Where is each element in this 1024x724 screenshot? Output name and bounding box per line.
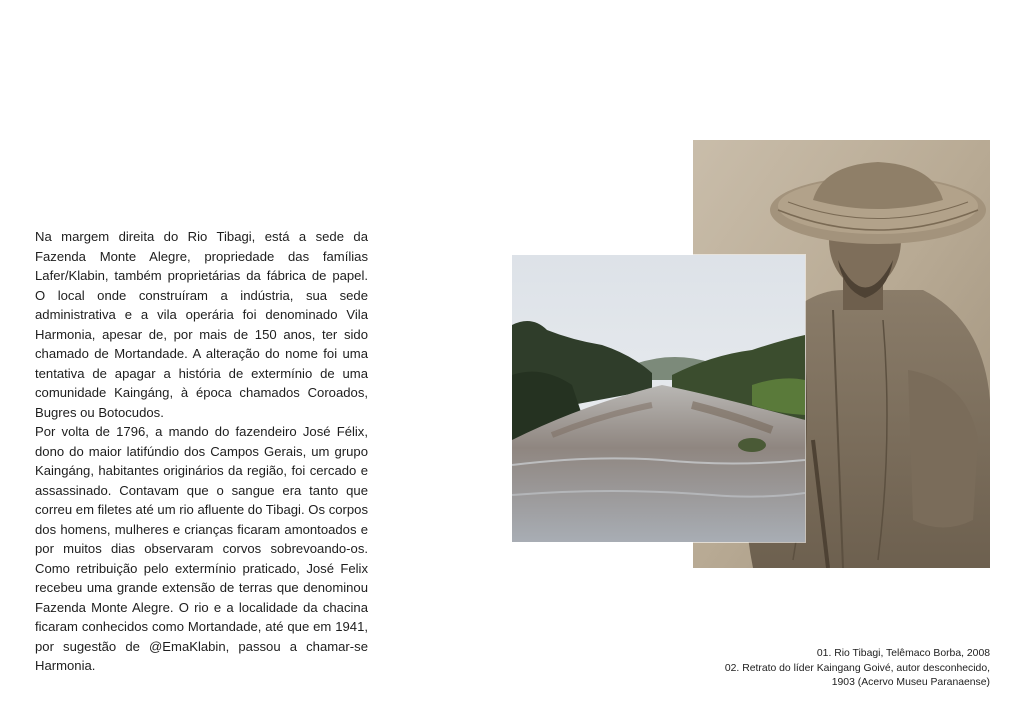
river-photo (512, 255, 805, 542)
caption-2-continued: 1903 (Acervo Museu Paranaense) (831, 677, 990, 689)
paragraph-1: Na margem direita do Rio Tibagi, está a sede da Fazenda Monte Alegre, propriedade das famílias Lafer/Klabin, também proprietárias da fábrica de papel. O local onde construíram a indústria, sua sede administrativa e a vila operária foi denominado Vila Harmonia, apesar de, por mais de 150 anos, ter sido chamado de Mortandade. A alteração do nome foi uma tentativa de apagar a história de extermínio de uma comunidade Kaingáng, à época chamados Coroados, Bugres ou Botocudos. (35, 229, 368, 420)
caption-2: 02. Retrato do líder Kaingang Goivé, autor desconhecido, (724, 662, 990, 674)
photo-captions (570, 647, 990, 691)
caption-1: 01. Rio Tibagi, Telêmaco Borba, 2008 (816, 648, 990, 659)
paragraph-2: Por volta de 1796, a mando do fazendeiro José Félix, dono do maior latifúndio dos Campos Gerais, um grupo Kaingáng, habitantes originários da região, foi cercado e assassinado. Contavam que o sangue era tanto que correu em filetes até um rio afluente do Tibagi. Os corpos dos homens, mulheres e crianças ficaram amontoados e por muitos dias observaram corvos sobrevoando-os. Como retribuição pelo extermínio praticado, José Felix recebeu uma grande extensão de terras que denominou Fazenda Monte Alegre. O rio e a localidade da chacina ficaram conhecidos como Mortandade, até que em 1941, por sugestão de @EmaKlabin, passou a chamar-se Harmonia. (35, 424, 368, 673)
main-text (35, 227, 368, 676)
